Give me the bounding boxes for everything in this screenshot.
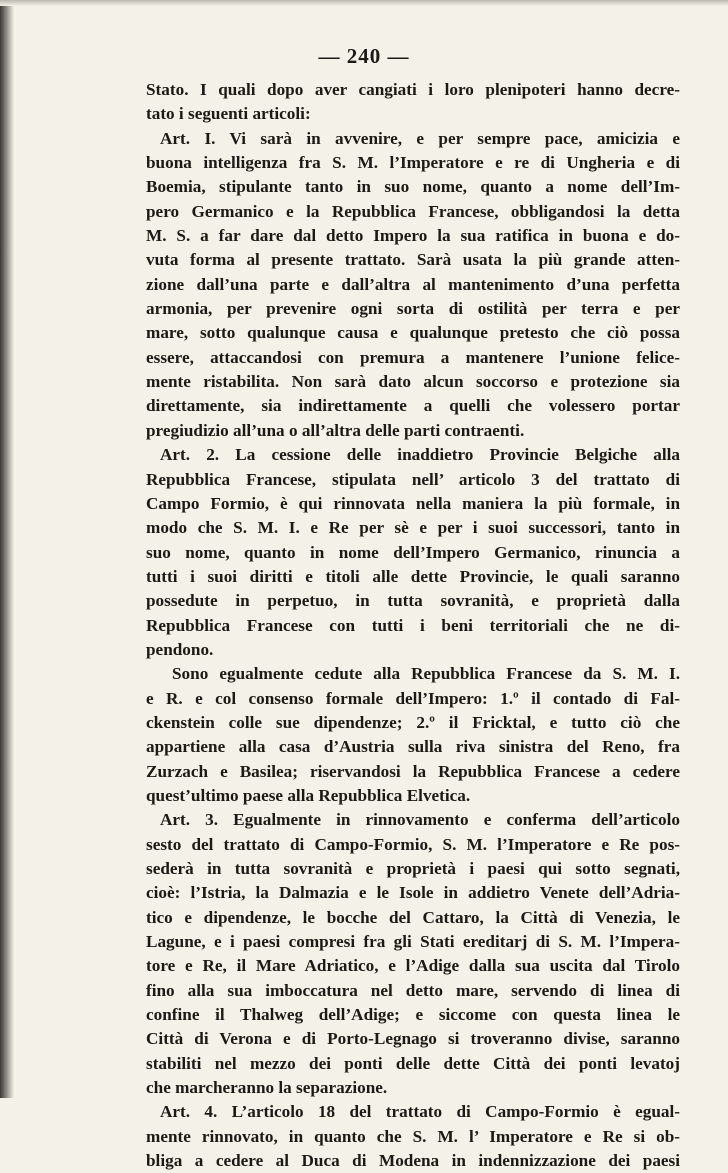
text-line: Repubblica Francese, stipulata nell’ articolo 3 del trattato di xyxy=(146,469,680,489)
text-line: quest’ultimo paese alla Repubblica Elvetica. xyxy=(146,785,471,805)
text-line: armonia, per prevenire ogni sorta di ostilità per terra e per xyxy=(146,299,680,319)
text-line: zione dall’una parte e dall’altra al mantenimento d’una perfetta xyxy=(146,274,680,294)
text-line: Stato. I quali dopo aver cangiati i loro plenipoteri hanno decre- xyxy=(146,80,680,99)
text-line: Art. I. Vi sarà in avvenire, e per sempre pace, amicizia e xyxy=(160,128,680,148)
text-line: che marcheranno la separazione. xyxy=(146,1078,388,1098)
text-line: mare, sotto qualunque causa e qualunque pretesto che ciò possa xyxy=(146,323,680,343)
text-line: pero Germanico e la Repubblica Francese, obbligandosi la detta xyxy=(146,201,680,221)
text-line: Sono egualmente cedute alla Repubblica Francese da S. M. I. xyxy=(172,664,680,684)
text-line: e R. e col consenso formale dell’Impero: 1.º il contado di Fal- xyxy=(146,688,680,708)
text-line: stabiliti nel mezzo dei ponti delle dette Città dei ponti levatoj xyxy=(146,1053,680,1073)
text-line: Campo Formio, è qui rinnovata nella maniera la più formale, in xyxy=(146,493,680,513)
text-line: appartiene alla casa d’Austria sulla riva sinistra del Reno, fra xyxy=(146,737,680,757)
text-line: Città di Verona e di Porto-Legnago si troveranno divise, saranno xyxy=(146,1029,680,1049)
text-line: M. S. a far dare dal detto Impero la sua ratifica in buona e do- xyxy=(146,226,680,246)
page-number: — 240 — xyxy=(318,44,410,68)
text-line: possedute in perpetuo, in tutta sovranità, e proprietà dalla xyxy=(146,591,680,611)
text-line: Art. 3. Egualmente in rinnovamento e conferma dell’articolo xyxy=(160,810,680,830)
text-line: Zurzach e Basilea; riservandosi la Repubblica Francese a cedere xyxy=(146,761,680,781)
text-line: tato i seguenti articoli: xyxy=(146,104,311,124)
text-line: cioè: l’Istria, la Dalmazia e le Isole in addietro Venete dell’Adria- xyxy=(146,883,680,903)
text-line: tutti i suoi diritti e titoli alle dette Provincie, le quali saranno xyxy=(146,566,680,586)
text-line: Repubblica Francese con tutti i beni territoriali che ne di- xyxy=(146,615,680,635)
text-line: suo nome, quanto in nome dell’Impero Germanico, rinuncia a xyxy=(146,542,680,562)
text-line: buona intelligenza fra S. M. l’Imperatore e re di Ungheria e di xyxy=(146,153,680,173)
text-line: tico e dipendenze, le bocche del Cattaro, la Città di Venezia, le xyxy=(146,907,680,927)
text-line: mente ristabilita. Non sarà dato alcun soccorso e protezione sia xyxy=(146,372,680,392)
text-line: Boemia, stipulante tanto in suo nome, quanto a nome dell’Im- xyxy=(146,177,680,197)
text-line: essere, attaccandosi con premura a mantenere l’unione felice- xyxy=(146,347,680,367)
text-line: sederà in tutta sovranità e proprietà i paesi qui sotto segnati, xyxy=(146,859,680,878)
text-line: tore e Re, il Mare Adriatico, e l’Adige dalla sua uscita dal Tirolo xyxy=(146,956,680,976)
text-line: modo che S. M. I. e Re per sè e per i suoi successori, tanto in xyxy=(146,518,680,538)
page-top-shadow xyxy=(0,0,728,6)
text-line: sesto del trattato di Campo-Formio, S. M. l’Imperatore e Re pos- xyxy=(146,834,680,854)
text-line: Lagune, e i paesi compresi fra gli Stati ereditarj di S. M. l’Impera- xyxy=(146,932,680,952)
text-line: ckenstein colle sue dipendenze; 2.º il Fricktal, e tutto ciò che xyxy=(146,712,680,732)
text-line: pregiudizio all’una o all’altra delle parti contraenti. xyxy=(146,420,525,440)
text-line: Art. 4. L’articolo 18 del trattato di Campo-Formio è egual- xyxy=(160,1102,680,1122)
text-line: confine il Thalweg dell’Adige; e siccome con questa linea le xyxy=(146,1005,680,1025)
text-line: mente rinnovato, in quanto che S. M. l’ Imperatore e Re si ob- xyxy=(146,1126,680,1146)
body-text xyxy=(146,78,680,1173)
text-line: vuta forma al presente trattato. Sarà usata la più grande atten- xyxy=(146,250,680,270)
text-line: fino alla sua imboccatura nel detto mare, servendo di linea di xyxy=(146,980,680,1000)
page-gutter-shadow xyxy=(0,0,14,1098)
text-line: Art. 2. La cessione delle inaddietro Provincie Belgiche alla xyxy=(160,445,680,465)
text-line: bliga a cedere al Duca di Modena in indennizzazione dei paesi xyxy=(146,1151,680,1171)
text-line: pendono. xyxy=(146,639,214,659)
text-line: direttamente, sia indirettamente a quelli che volessero portar xyxy=(146,396,680,416)
